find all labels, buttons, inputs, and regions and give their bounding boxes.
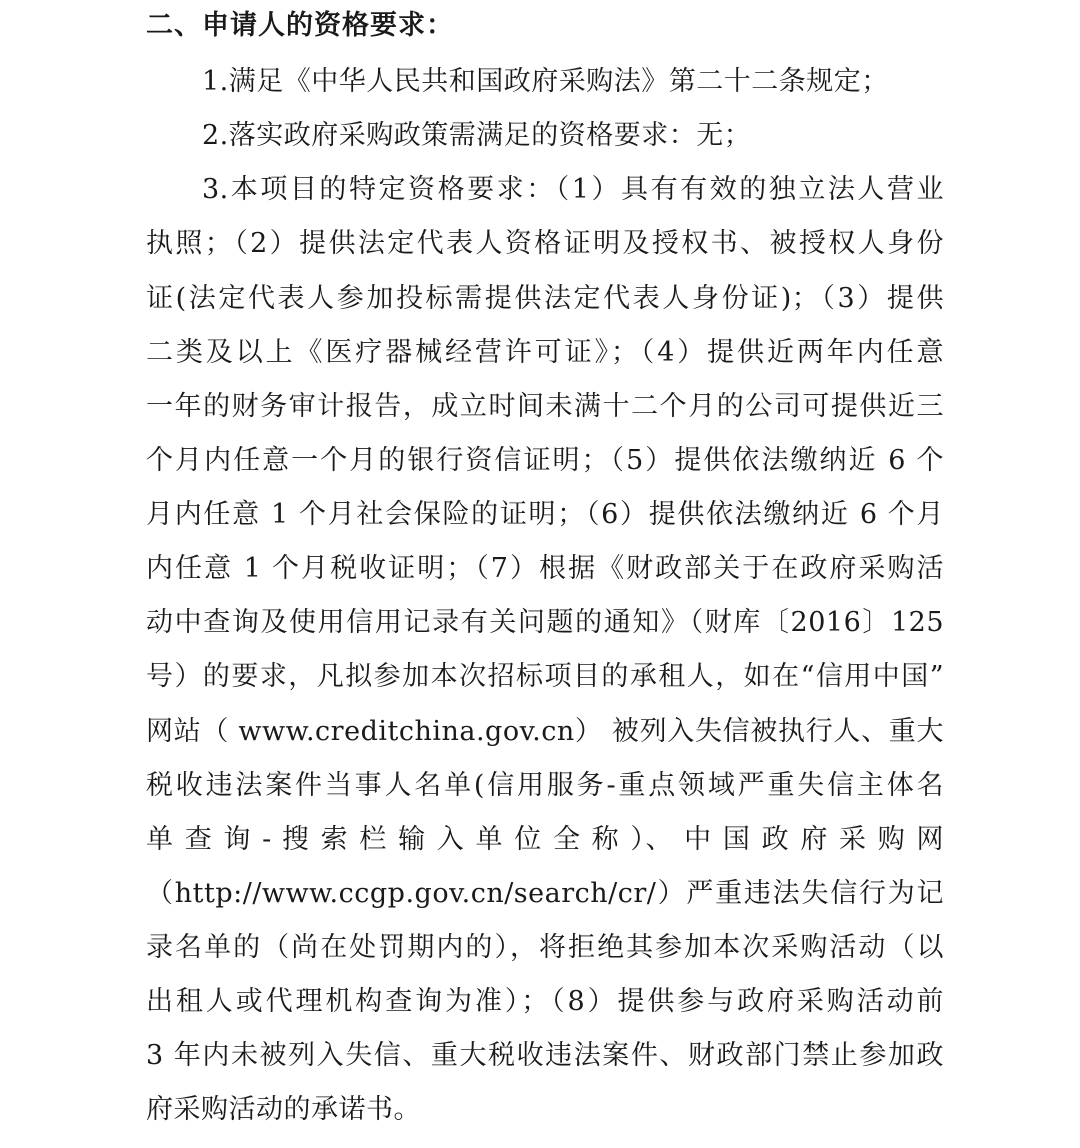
- requirement-item-3-line-4: 二类及以上《医疗器械经营许可证》；（4）提供近两年内任意: [146, 337, 944, 368]
- requirement-item-3-line-13: 单 查 询 - 搜 索 栏 输 入 单 位 全 称 ）、 中 国 政 府 采 购 网: [146, 824, 944, 855]
- requirement-item-3-line-2: 执照；（2）提供法定代表人资格证明及授权书、被授权人身份: [146, 228, 944, 259]
- requirement-item-3-line-17: 3 年内未被列入失信、重大税收违法案件、财政部门禁止参加政: [146, 1040, 944, 1071]
- requirement-item-3-line-16: 出租人或代理机构查询为准）；（8）提供参与政府采购活动前: [146, 986, 944, 1017]
- requirement-item-3-line-1: 3.本项目的特定资格要求：（1）具有有效的独立法人营业: [202, 174, 944, 205]
- requirement-item-3-line-9: 动中查询及使用信用记录有关问题的通知》（财库〔2016〕125: [146, 607, 944, 638]
- requirement-item-3-line-7: 月内任意 1 个月社会保险的证明；（6）提供依法缴纳近 6 个月: [146, 499, 944, 530]
- requirement-item-3-line-5: 一年的财务审计报告，成立时间未满十二个月的公司可提供近三: [146, 391, 944, 422]
- requirement-item-2: 2.落实政府采购政策需满足的资格要求：无；: [202, 120, 752, 151]
- requirement-item-1: 1.满足《中华人民共和国政府采购法》第二十二条规定；: [202, 66, 889, 97]
- requirement-item-3-line-8: 内任意 1 个月税收证明；（7）根据《财政部关于在政府采购活: [146, 553, 944, 584]
- section-heading: 二、申请人的资格要求：: [146, 10, 454, 41]
- requirement-item-3-line-15: 录名单的（尚在处罚期内的），将拒绝其参加本次采购活动（以: [146, 932, 944, 963]
- requirement-item-3-line-3: 证(法定代表人参加投标需提供法定代表人身份证)；（3）提供: [146, 283, 944, 314]
- requirement-item-3-line-6: 个月内任意一个月的银行资信证明；（5）提供依法缴纳近 6 个: [146, 445, 944, 476]
- requirement-item-3-line-12: 税收违法案件当事人名单(信用服务-重点领域严重失信主体名: [146, 770, 944, 801]
- requirement-item-3-line-18: 府采购活动的承诺书。: [146, 1094, 421, 1125]
- requirement-item-3-line-10: 号）的要求，凡拟参加本次招标项目的承租人，如在“信用中国”: [146, 661, 944, 692]
- requirement-item-3-line-11: 网站（ www.creditchina.gov.cn） 被列入失信被执行人、重大: [146, 716, 944, 747]
- requirement-item-3-line-14: （http://www.ccgp.gov.cn/search/cr/）严重违法失信行为记: [146, 878, 944, 909]
